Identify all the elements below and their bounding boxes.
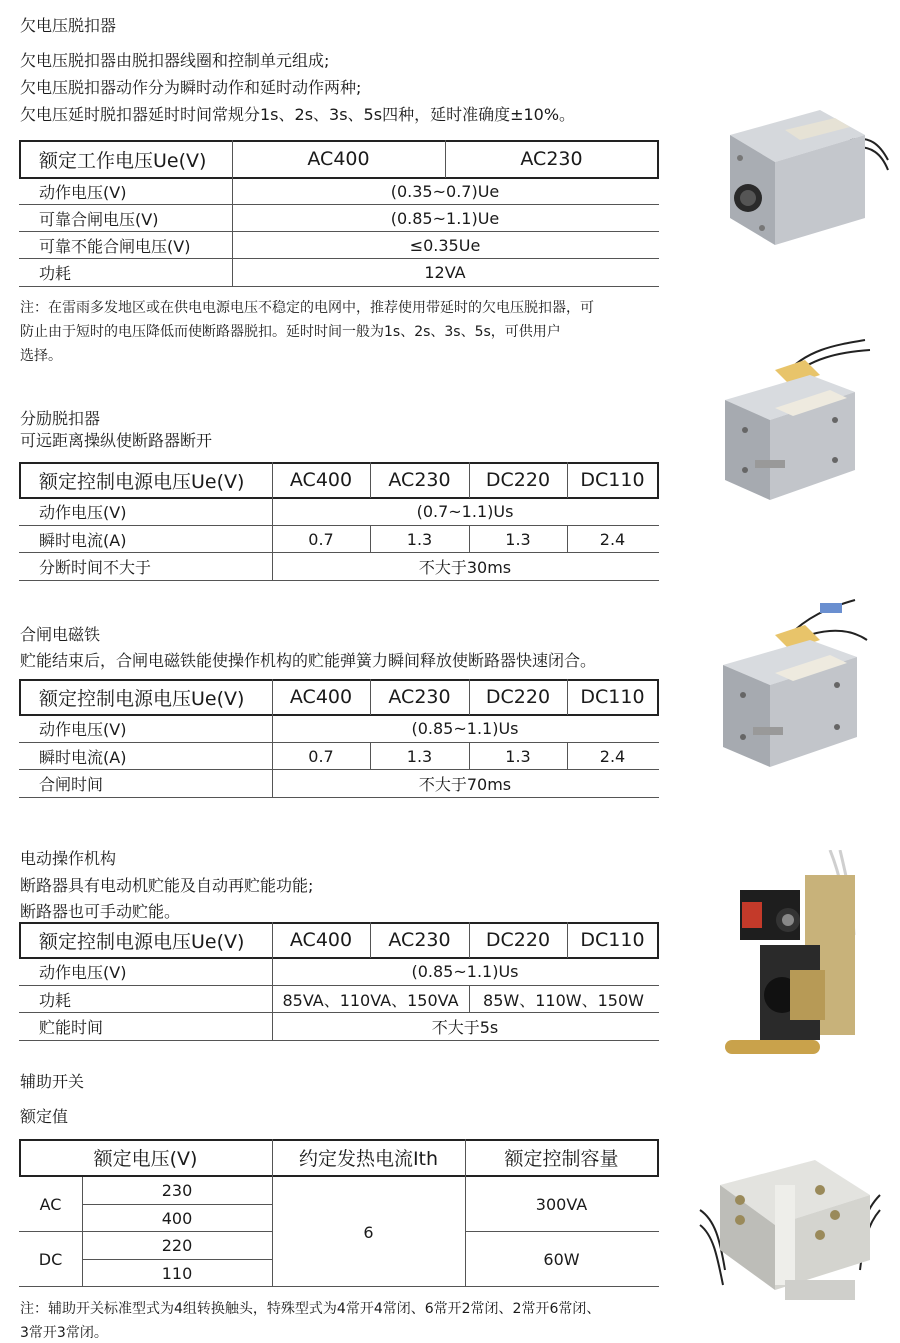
- s3-row1-value: (0.85~1.1)Us: [411, 719, 519, 738]
- s5-current-value: 6: [363, 1222, 374, 1242]
- s4-row3-value: 不大于5s: [431, 1018, 499, 1037]
- s3-row2-ac230: 1.3: [406, 747, 433, 766]
- s1-line-2: 欠电压脱扣器动作分为瞬时动作和延时动作两种;: [20, 78, 362, 97]
- s4-line-1: 断路器具有电动机贮能及自动再贮能功能;: [20, 876, 314, 895]
- s3-row3-label: 合闸时间: [39, 775, 104, 794]
- s1-row2-value: (0.85~1.1)Ue: [390, 209, 500, 228]
- s4-row3-label: 贮能时间: [39, 1018, 104, 1037]
- shunt-release-photo: [715, 330, 875, 510]
- s4-row1-label: 动作电压(V): [39, 963, 127, 982]
- s2-header-ac230: AC230: [388, 469, 451, 491]
- s2-row2-ac230: 1.3: [406, 530, 433, 549]
- s1-row3-label: 可靠不能合闸电压(V): [39, 237, 191, 256]
- s3-header-ac230: AC230: [388, 686, 451, 708]
- s2-row3-label: 分断时间不大于: [39, 558, 152, 577]
- s4-header-ac230: AC230: [388, 929, 451, 951]
- s5-header-current: 约定发热电流Ith: [298, 1148, 439, 1170]
- s5-ac-label: AC: [39, 1195, 62, 1214]
- s5-note-1: 注：辅助开关标准型式为4组转换触头，特殊型式为4常开4常闭、6常开2常闭、2常开6常闭、: [20, 1301, 601, 1317]
- s2-line-1: 可远距离操纵使断路器断开: [20, 431, 213, 450]
- s2-title: 分励脱扣器: [20, 409, 101, 428]
- s2-header-dc110: DC110: [580, 469, 645, 491]
- s1-note-1: 注：在雷雨多发地区或在供电电源电压不稳定的电网中，推荐使用带延时的欠电压脱扣器，可: [20, 300, 594, 316]
- closing-electromagnet-photo: [715, 595, 875, 785]
- s3-line-1: 贮能结束后，合闸电磁铁能使操作机构的贮能弹簧力瞬间释放使断路器快速闭合。: [20, 651, 597, 670]
- s3-header-dc110: DC110: [580, 686, 645, 708]
- s5-dc-capacity: 60W: [543, 1250, 580, 1269]
- s5-header-voltage: 额定电压(V): [93, 1148, 198, 1170]
- s1-header-ac400: AC400: [307, 148, 370, 170]
- s1-note-2: 防止由于短时的电压降低而使断路器脱扣。延时时间一般为1s、2s、3s、5s，可供用户: [20, 324, 561, 340]
- s2-row2-ac400: 0.7: [308, 530, 334, 549]
- s2-row2-label: 瞬时电流(A): [39, 531, 127, 550]
- s2-row2-dc220: 1.3: [505, 530, 531, 549]
- motor-operator-photo: [720, 850, 865, 1065]
- s4-header-voltage: 额定控制电源电压Ue(V): [39, 930, 245, 953]
- s1-line-1: 欠电压脱扣器由脱扣器线圈和控制单元组成;: [20, 51, 330, 70]
- s1-header-ac230: AC230: [520, 148, 583, 170]
- s3-header-dc220: DC220: [485, 686, 551, 708]
- s1-header-voltage: 额定工作电压Ue(V): [39, 149, 207, 172]
- s5-header-capacity: 额定控制容量: [504, 1148, 619, 1170]
- s2-header-voltage: 额定控制电源电压Ue(V): [39, 470, 245, 493]
- s5-voltage-230: 230: [161, 1181, 193, 1200]
- s1-row4-value: 12VA: [424, 263, 466, 282]
- s5-title: 辅助开关: [20, 1072, 85, 1091]
- s5-dc-label: DC: [38, 1250, 63, 1269]
- s1-row3-value: ≤0.35Ue: [409, 236, 481, 255]
- s3-row2-dc110: 2.4: [599, 747, 626, 766]
- s1-row4-label: 功耗: [39, 264, 72, 283]
- s3-title: 合闸电磁铁: [20, 625, 101, 644]
- s1-line-3: 欠电压延时脱扣器延时时间常规分1s、2s、3s、5s四种，延时准确度±10%。: [20, 105, 576, 124]
- s2-row2-dc110: 2.4: [599, 530, 626, 549]
- s2-header-ac400: AC400: [289, 469, 353, 491]
- s4-title: 电动操作机构: [20, 849, 117, 868]
- s2-header-dc220: DC220: [485, 469, 551, 491]
- s5-ac-capacity: 300VA: [535, 1195, 588, 1214]
- s3-row1-label: 动作电压(V): [39, 720, 127, 739]
- s5-note-2: 3常开3常闭。: [20, 1325, 108, 1341]
- s4-row2-dc-power: 85W、110W、150W: [483, 991, 644, 1010]
- s3-header-ac400: AC400: [289, 686, 353, 708]
- s5-voltage-220: 220: [161, 1236, 193, 1255]
- s3-row2-label: 瞬时电流(A): [39, 748, 127, 767]
- s4-row2-ac-power: 85VA、110VA、150VA: [282, 991, 459, 1010]
- s5-voltage-400: 400: [161, 1209, 193, 1228]
- s2-row1-value: (0.7~1.1)Us: [416, 502, 514, 521]
- s4-header-dc220: DC220: [485, 929, 551, 951]
- s5-subtitle: 额定值: [20, 1107, 69, 1126]
- s1-row2-label: 可靠合闸电压(V): [39, 210, 159, 229]
- s1-row1-label: 动作电压(V): [39, 183, 127, 202]
- auxiliary-switch-photo: [695, 1140, 885, 1315]
- s4-header-dc110: DC110: [580, 929, 645, 951]
- s1-note-3: 选择。: [20, 348, 62, 364]
- s3-row3-value: 不大于70ms: [418, 775, 512, 794]
- s4-line-2: 断路器也可手动贮能。: [20, 902, 181, 921]
- s3-header-voltage: 额定控制电源电压Ue(V): [39, 687, 245, 710]
- undervoltage-release-photo: [700, 100, 890, 260]
- s4-row1-value: (0.85~1.1)Us: [411, 962, 519, 981]
- s4-row2-label: 功耗: [39, 991, 72, 1010]
- s3-row2-dc220: 1.3: [505, 747, 531, 766]
- s1-row1-value: (0.35~0.7)Ue: [390, 182, 500, 201]
- s4-header-ac400: AC400: [289, 929, 353, 951]
- s1-title: 欠电压脱扣器: [20, 16, 117, 35]
- s5-voltage-110: 110: [161, 1264, 193, 1283]
- s2-row3-value: 不大于30ms: [418, 558, 512, 577]
- s2-row1-label: 动作电压(V): [39, 503, 127, 522]
- s3-row2-ac400: 0.7: [308, 747, 334, 766]
